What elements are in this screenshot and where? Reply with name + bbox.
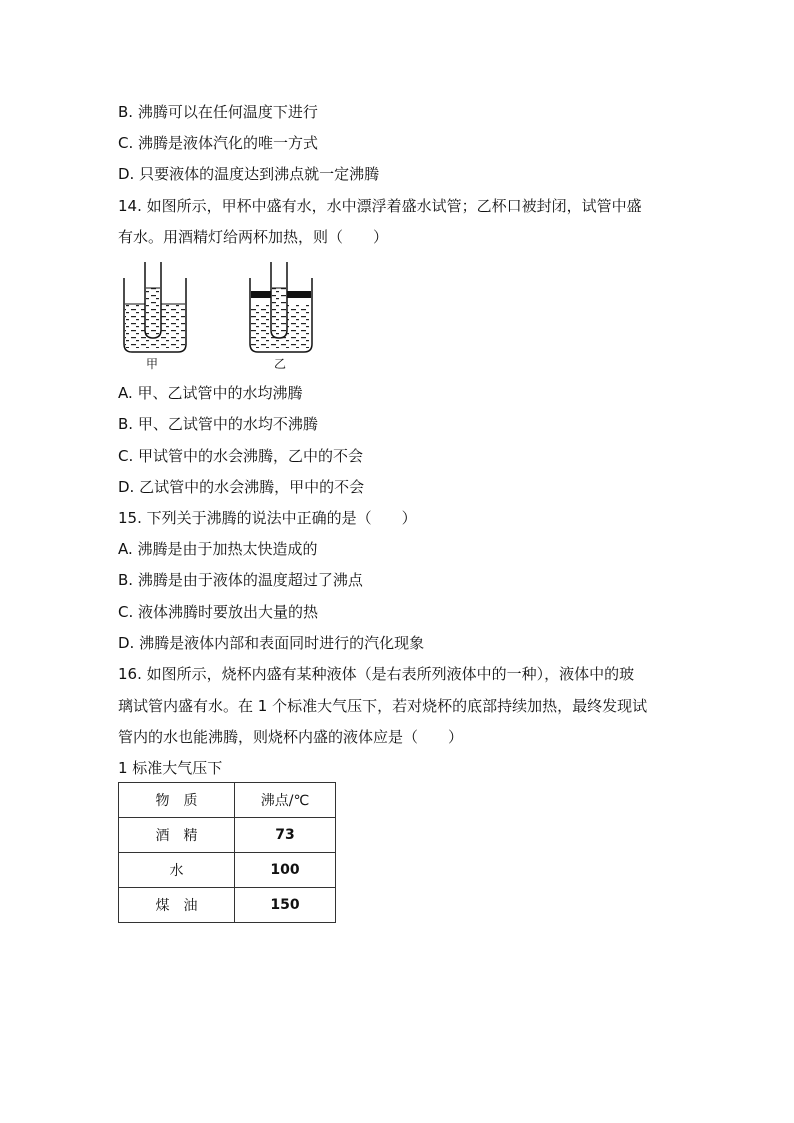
question-14-option-a: A. 甲、乙试管中的水均沸腾 xyxy=(118,384,303,402)
table-row xyxy=(119,818,336,853)
question-14-stem-line-1: 14. 如图所示，甲杯中盛有水，水中漂浮着盛水试管；乙杯口被封闭，试管中盛 xyxy=(118,197,642,215)
question-16-stem-line-1: 16. 如图所示，烧杯内盛有某种液体（是右表所列液体中的一种），液体中的玻 xyxy=(118,665,635,683)
table-caption: 1 标准大气压下 xyxy=(118,759,223,777)
table-cell-substance: 酒 精 xyxy=(119,818,235,853)
figure-label-jia: 甲 xyxy=(146,357,159,371)
beaker-yi xyxy=(250,262,312,371)
question-14-option-b: B. 甲、乙试管中的水均不沸腾 xyxy=(118,415,318,433)
boiling-point-table xyxy=(118,782,336,923)
table-cell-substance: 煤 油 xyxy=(119,888,235,923)
question-14-option-d: D. 乙试管中的水会沸腾，甲中的不会 xyxy=(118,478,365,496)
table-cell-boiling-point: 150 xyxy=(235,888,336,923)
question-15-option-c: C. 液体沸腾时要放出大量的热 xyxy=(118,603,319,621)
question-16-stem-line-2: 璃试管内盛有水。在 1 个标准大气压下，若对烧杯的底部持续加热，最终发现试 xyxy=(118,697,648,715)
table-cell-boiling-point: 73 xyxy=(235,818,336,853)
question-14-stem-line-2: 有水。用酒精灯给两杯加热，则（ ） xyxy=(118,228,389,246)
table-cell-substance: 水 xyxy=(119,853,235,888)
beaker-jia xyxy=(124,262,186,371)
option-c-line: C. 沸腾是液体汽化的唯一方式 xyxy=(118,134,319,152)
question-14-option-c: C. 甲试管中的水会沸腾，乙中的不会 xyxy=(118,447,364,465)
table-header-row xyxy=(119,783,336,818)
question-15-stem: 15. 下列关于沸腾的说法中正确的是（ ） xyxy=(118,509,417,527)
question-15-option-a: A. 沸腾是由于加热太快造成的 xyxy=(118,540,318,558)
question-16-stem-line-3: 管内的水也能沸腾，则烧杯内盛的液体应是（ ） xyxy=(118,728,464,746)
table-cell-boiling-point: 100 xyxy=(235,853,336,888)
question-15-option-b: B. 沸腾是由于液体的温度超过了沸点 xyxy=(118,571,363,589)
table-header-substance: 物 质 xyxy=(119,783,235,818)
option-b-line: B. 沸腾可以在任何温度下进行 xyxy=(118,103,318,121)
table-header-boiling-point: 沸点/℃ xyxy=(235,783,336,818)
beaker-test-tube-figure xyxy=(110,258,330,376)
figure-label-yi: 乙 xyxy=(274,357,287,371)
table-row xyxy=(119,853,336,888)
question-15-option-d: D. 沸腾是液体内部和表面同时进行的汽化现象 xyxy=(118,634,425,652)
table-row xyxy=(119,888,336,923)
option-d-line: D. 只要液体的温度达到沸点就一定沸腾 xyxy=(118,165,380,183)
